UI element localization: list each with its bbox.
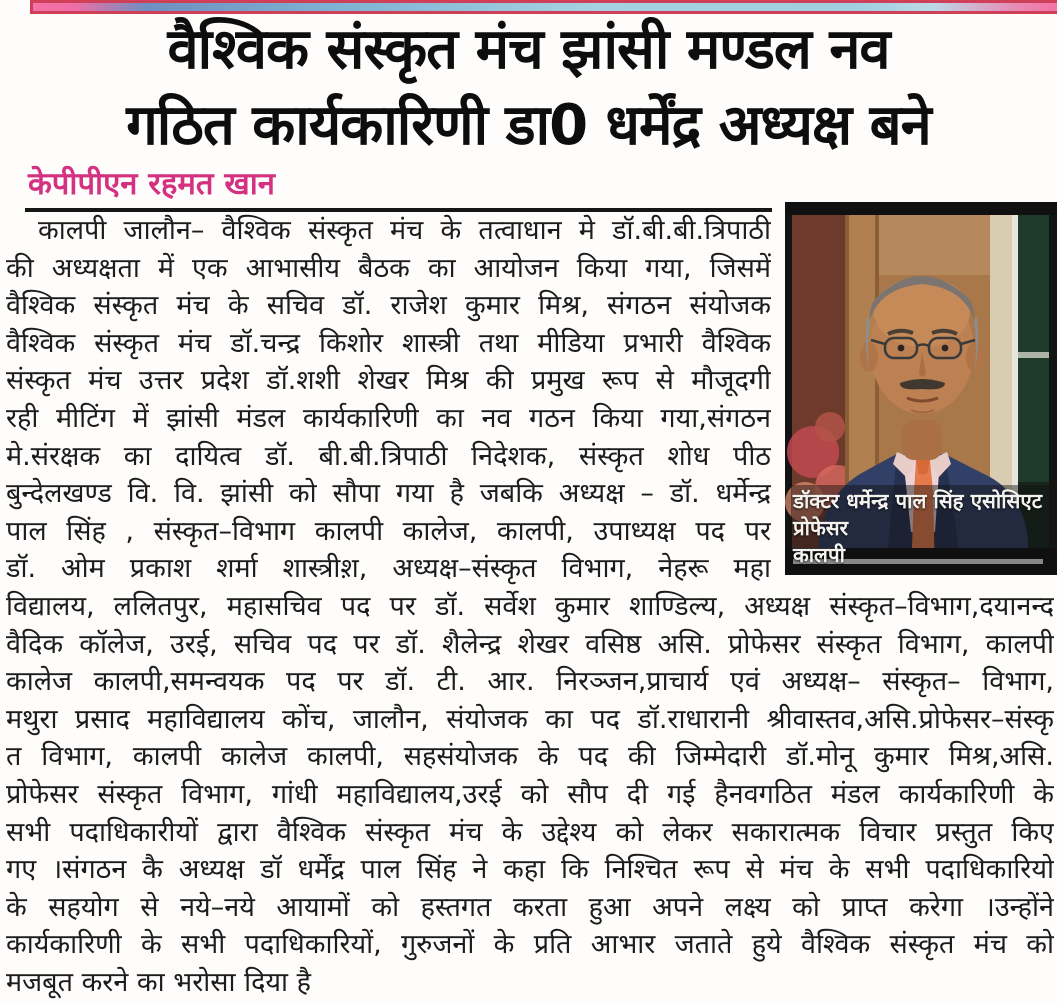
article-line: वैश्विक संस्कृत मंच डॉ.चन्द्र किशोर शास्त्री तथा मीडिया प्रभारी वैश्विक <box>6 327 771 359</box>
caption-line-2: कालपी <box>793 543 845 567</box>
caption-line-1: डॉक्टर धर्मेन्द्र पाल सिंह एसोसिएट प्रोफेसर <box>793 489 1043 540</box>
byline: केपीपीएन रहमत खान <box>28 166 275 202</box>
article-line: डॉ. ओम प्रकाश शर्मा शास्त्रीश़, अध्यक्ष–संस्कृत विभाग, नेहरू महा <box>6 553 771 585</box>
photo-caption <box>791 485 1049 574</box>
photo-top-bar <box>785 202 1057 215</box>
headline <box>0 12 1057 164</box>
article-line: वैदिक कॉलेज, उरई, सचिव पद पर डॉ. शैलेन्द्र शेखर वसिष्ठ असि. प्रोफेसर संस्कृत विभाग, कालपी <box>6 628 1054 660</box>
article-line: कालपी जालौन– वैश्विक संस्कृत मंच के तत्वाधान मे डॉ.बी.बी.त्रिपाठी <box>38 215 771 246</box>
article-line: मजबूत करने का भरोसा दिया है <box>6 966 311 998</box>
article-line: बुन्देलखण्ड वि. वि. झांसी को सौपा गया है जबकि अध्यक्ष – डॉ. धर्मेन्द्र <box>6 478 771 510</box>
article-line: पाल सिंह , संस्कृत–विभाग कालपी कालेज, कालपी, उपाध्यक्ष पद पर <box>6 515 771 547</box>
article-line: कार्यकारिणी के सभी पदाधिकारियों, गुरुजनों के प्रति आभार जताते हुये वैश्विक संस्कृत मंच को <box>6 929 1054 961</box>
article-line: संस्कृत मंच उत्तर प्रदेश डॉ.शशी शेखर मिश्र की प्रमुख रूप से मौजूदगी <box>6 365 771 397</box>
article-line: के सहयोग से नये–नये आयामों को हस्तगत करता हुआ अपने लक्ष्य को प्राप्त करेगा ।उन्होंने <box>6 891 1054 923</box>
article-line: मे.संरक्षक का दायित्व डॉ. बी.बी.त्रिपाठी निदेशक, संस्कृत शोध पीठ <box>6 440 771 472</box>
article-line: की अध्यक्षता में एक आभासीय बैठक का आयोजन किया गया, जिसमें <box>6 252 771 284</box>
article-line: सभी पदाधिकारीयों द्वारा वैश्विक संस्कृत मंच के उद्देश्य को लेकर सकारात्मक विचार प्रस्तुत किए <box>6 816 1054 848</box>
article-line: त विभाग, कालपी कालेज कालपी, सहसंयोजक के पद की जिम्मेदारी डॉ.मोनू कुमार मिश्र,असि. <box>6 741 1054 773</box>
article-line: मथुरा प्रसाद महाविद्यालय कोंच, जालौन, संयोजक का पद डॉ.राधारानी श्रीवास्तव,असि.प्रोफेसर–संस्कृ <box>6 703 1054 735</box>
article-line: प्रोफेसर संस्कृत विभाग, गांधी महाविद्यालय,उरई को सौप दी गई हैनवगठित मंडल कार्यकारिणी के <box>6 778 1054 810</box>
headline-line-2: गठित कार्यकारिणी डा0 धर्मेंद्र अध्यक्ष बने <box>126 93 931 158</box>
article-line: कालेज कालपी,समन्वयक पद पर डॉ. टी. आर. निरञ्जन,प्राचार्य एवं अध्यक्ष– संस्कृत– विभाग, <box>6 666 1054 698</box>
news-photo <box>785 202 1057 575</box>
headline-line-1: वैश्विक संस्कृत मंच झांसी मण्डल नव <box>167 17 890 82</box>
article-line: वैश्विक संस्कृत मंच के सचिव डॉ. राजेश कुमार मिश्र, संगठन संयोजक <box>6 290 771 322</box>
article-line: विद्यालय, ललितपुर, महासचिव पद पर डॉ. सर्वेश कुमार शाण्डिल्य, अध्यक्ष संस्कृत–विभाग,दयानन्द <box>6 590 1054 622</box>
article-line: रही मीटिंग में झांसी मंडल कार्यकारिणी का नव गठन किया गया,संगठन <box>6 402 771 434</box>
article-line: गए ।संगठन कै अध्यक्ष डॉ धर्मेंद्र पाल सिंह ने कहा कि निश्चित रूप से मंच के सभी पदाधिकारियो <box>6 854 1054 886</box>
